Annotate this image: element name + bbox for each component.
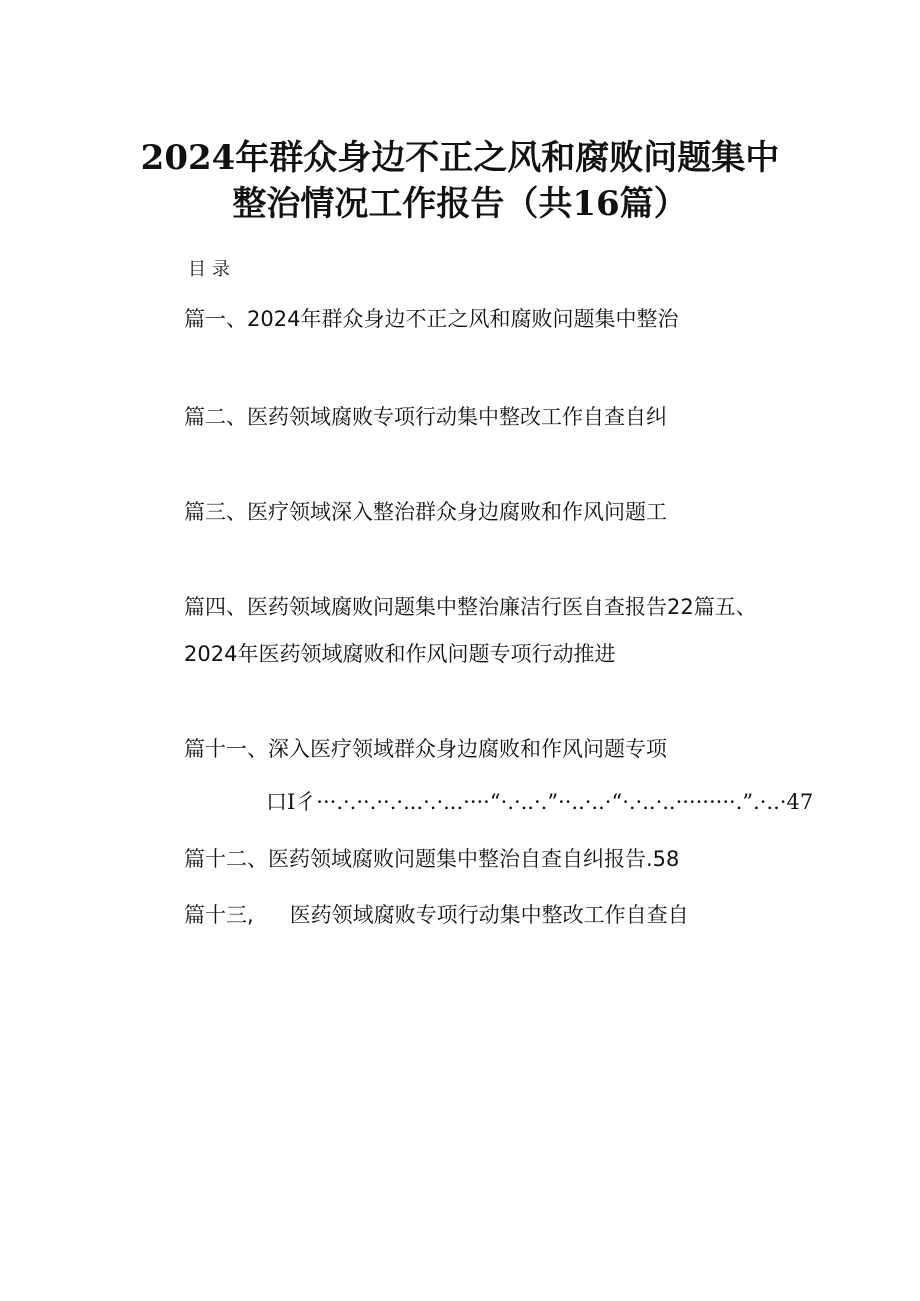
toc-entry-12: 篇十二、医药领域腐败问题集中整治自查自纠报告.58: [184, 847, 680, 871]
toc-entry-11: 篇十一、深入医疗领域群众身边腐败和作风问题专项: [184, 737, 667, 761]
toc-entry-13-prefix: 篇十三,: [184, 903, 254, 927]
toc-entry-11-leader-line: 口I彳···.·.··.··.·...·.·...····“·.·..·.”··..·..·“·.·..·..·········.”.·..·47: [266, 790, 814, 814]
toc-entry-5: 2024年医药领域腐败和作风问题专项行动推进: [184, 642, 616, 666]
toc-entry-2: 篇二、医药领域腐败专项行动集中整改工作自查自纠: [184, 405, 667, 429]
toc-entry-1: 篇一、2024年群众身边不正之风和腐败问题集中整治: [184, 307, 679, 331]
document-title-line-2: 整治情况工作报告（共16篇）: [232, 184, 688, 224]
toc-heading: 目录: [188, 259, 236, 280]
document-title-line-1: 2024年群众身边不正之风和腐败问题集中: [140, 138, 780, 178]
toc-entry-4: 篇四、医药领域腐败问题集中整治廉洁行医自查报告22篇五、: [184, 595, 757, 619]
toc-entry-13: [184, 901, 689, 929]
toc-entry-13-text: 医药领域腐败专项行动集中整改工作自查自: [289, 903, 689, 927]
toc-entry-3: 篇三、医疗领域深入整治群众身边腐败和作风问题工: [184, 500, 667, 524]
